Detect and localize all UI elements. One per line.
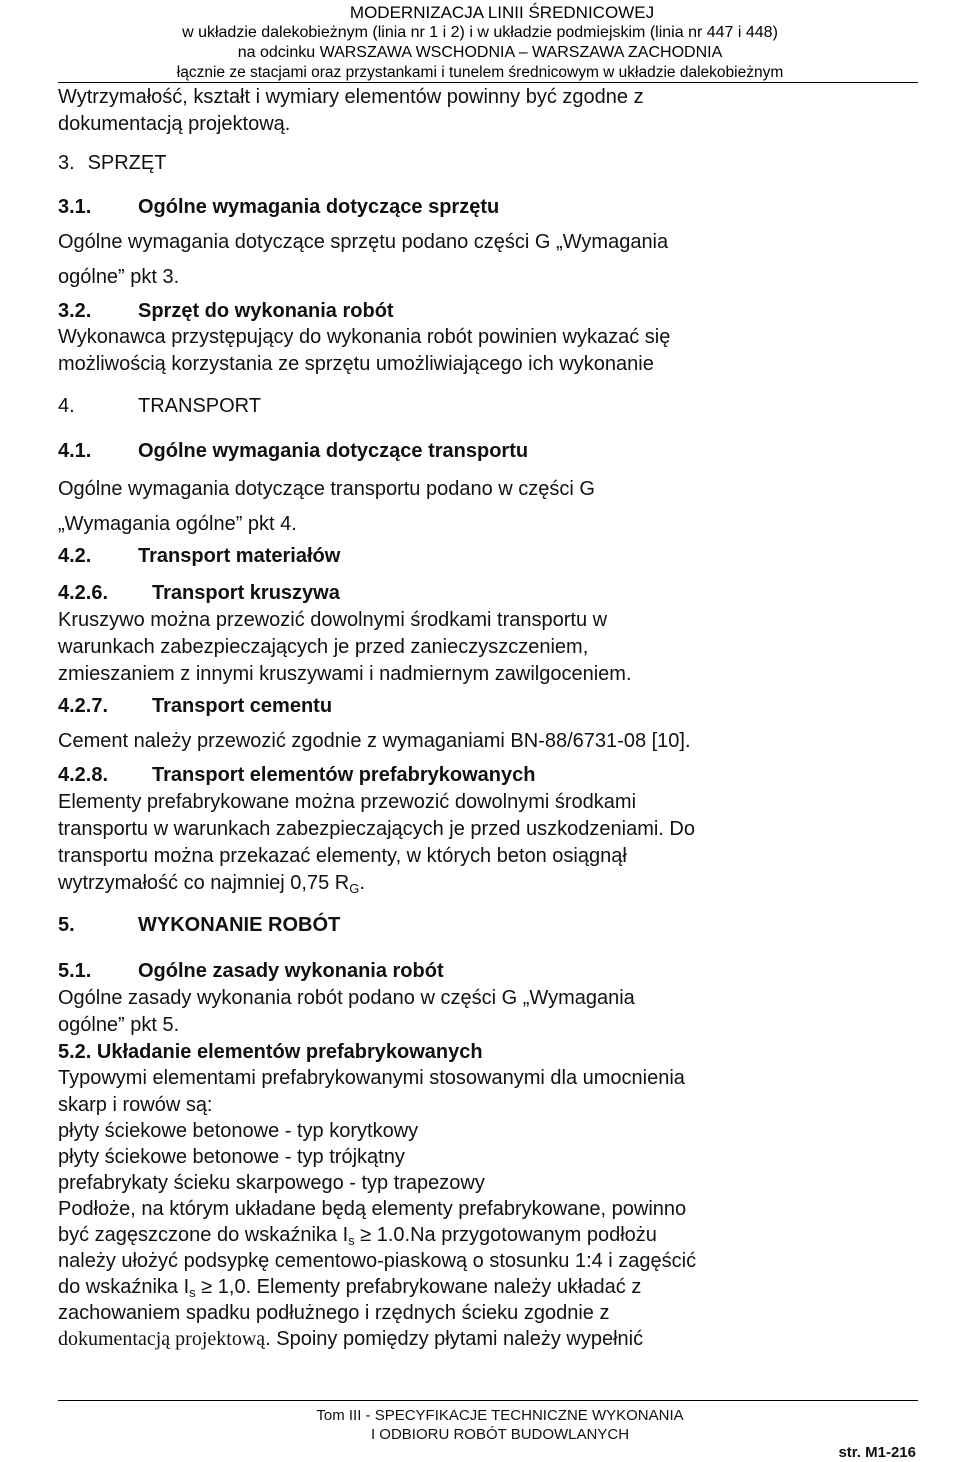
- header-scope-line: łącznie ze stacjami oraz przystankami i tunelem średnicowym w układzie dalekobieżnym: [176, 64, 784, 81]
- section-number: 3.: [58, 152, 75, 174]
- list-item: płyty ściekowe betonowe - typ trójkątny: [58, 1146, 405, 1168]
- section-number: 4.2.7.: [58, 695, 109, 717]
- header-section-line: na odcinku WARSZAWA WSCHODNIA – WARSZAWA ZACHODNIA: [237, 44, 723, 61]
- section-title: Ogólne wymagania dotyczące sprzętu: [138, 196, 500, 218]
- footer-volume-title: Tom III - SPECYFIKACJE TECHNICZNE WYKONANIA: [316, 1407, 684, 1424]
- paragraph-line: Ogólne zasady wykonania robót podano w części G „Wymagania: [58, 987, 635, 1009]
- paragraph-line: należy ułożyć podsypkę cementowo-piaskową o stosunku 1:4 i zagęścić: [58, 1250, 697, 1272]
- paragraph-line: [58, 1274, 641, 1300]
- paragraph-line: [58, 870, 365, 896]
- footer-divider: [58, 1400, 918, 1401]
- text-run: dokumentacją projektową: [58, 1328, 266, 1350]
- section-heading-5-2: [58, 1039, 483, 1065]
- footer-volume-subtitle: I ODBIORU ROBÓT BUDOWLANYCH: [370, 1426, 630, 1443]
- section-title: Transport kruszywa: [152, 582, 340, 604]
- section-heading-3-1: [58, 194, 499, 220]
- section-number: 4.2.: [58, 545, 92, 567]
- header-divider: [58, 82, 918, 83]
- paragraph-line: dokumentacją projektową.: [58, 113, 291, 135]
- section-heading-4-2-7: [58, 693, 332, 719]
- paragraph-line: Ogólne wymagania dotyczące sprzętu podano części G „Wymagania: [58, 231, 669, 253]
- section-heading-4: [58, 393, 261, 419]
- paragraph-line: zmieszaniem z innymi kruszywami i nadmiernym zawilgoceniem.: [58, 663, 632, 685]
- text-run: być zagęszczone do wskaźnika I: [58, 1224, 349, 1246]
- paragraph-line: warunkach zabezpieczających je przed zanieczyszczeniem,: [58, 636, 589, 658]
- section-title: Sprzęt do wykonania robót: [138, 300, 394, 322]
- section-heading-3: [58, 150, 166, 176]
- page-number: str. M1-216: [838, 1444, 916, 1461]
- paragraph-line: Kruszywo można przewozić dowolnymi środkami transportu w: [58, 609, 608, 631]
- list-item: prefabrykaty ścieku skarpowego - typ trapezowy: [58, 1172, 485, 1194]
- section-number: 5.: [58, 914, 75, 936]
- section-title: Ogólne zasady wykonania robót: [138, 960, 444, 982]
- subscript: s: [189, 1285, 196, 1300]
- section-number: 4.2.6.: [58, 582, 109, 604]
- paragraph-line: możliwością korzystania ze sprzętu umożliwiającego ich wykonanie: [58, 353, 654, 375]
- section-number: 4.1.: [58, 440, 92, 462]
- section-title: TRANSPORT: [138, 395, 261, 417]
- paragraph-line: Wykonawca przystępujący do wykonania robót powinien wykazać się: [58, 326, 671, 348]
- paragraph-line: [58, 1222, 657, 1248]
- section-number: 4.2.8.: [58, 764, 109, 786]
- section-title: Ogólne wymagania dotyczące transportu: [138, 440, 529, 462]
- text-run: . Spoiny pomiędzy płytami należy wypełnić: [265, 1328, 644, 1350]
- paragraph-line: transportu można przekazać elementy, w których beton osiągnął: [58, 845, 627, 867]
- text-run: wytrzymałość co najmniej 0,75 R: [58, 872, 350, 894]
- paragraph-line: Podłoże, na którym układane będą elementy prefabrykowane, powinno: [58, 1198, 687, 1220]
- paragraph-line: transportu w warunkach zabezpieczających je przed uszkodzeniami. Do: [58, 818, 695, 840]
- section-title: SPRZĘT: [87, 152, 167, 174]
- paragraph-line: Ogólne wymagania dotyczące transportu podano w części G: [58, 478, 595, 500]
- subscript: s: [348, 1233, 355, 1248]
- section-number: 3.1.: [58, 196, 92, 218]
- section-heading-3-2: [58, 298, 394, 324]
- section-number: 5.1.: [58, 960, 92, 982]
- section-title: Transport cementu: [152, 695, 333, 717]
- paragraph-line: „Wymagania ogólne” pkt 4.: [58, 513, 297, 535]
- paragraph-line: Cement należy przewozić zgodnie z wymaganiami BN-88/6731-08 [10].: [58, 730, 691, 752]
- section-title: Transport elementów prefabrykowanych: [152, 764, 536, 786]
- section-heading-4-2: [58, 543, 340, 569]
- section-heading-4-1: [58, 438, 528, 464]
- paragraph-line: [58, 1326, 643, 1352]
- paragraph-line: Wytrzymałość, kształt i wymiary elementów powinny być zgodne z: [58, 86, 644, 108]
- paragraph-line: Typowymi elementami prefabrykowanymi stosowanymi dla umocnienia: [58, 1067, 685, 1089]
- subscript: G: [349, 881, 360, 896]
- paragraph-line: ogólne” pkt 3.: [58, 266, 180, 288]
- list-item: płyty ściekowe betonowe - typ korytkowy: [58, 1120, 419, 1142]
- header-project-title: MODERNIZACJA LINII ŚREDNICOWEJ: [349, 3, 655, 22]
- section-title: Transport materiałów: [138, 545, 341, 567]
- section-number: 5.2.: [58, 1041, 92, 1063]
- paragraph-line: skarp i rowów są:: [58, 1094, 213, 1116]
- paragraph-line: zachowaniem spadku podłużnego i rzędnych ścieku zgodnie z: [58, 1302, 610, 1324]
- paragraph-line: Elementy prefabrykowane można przewozić dowolnymi środkami: [58, 791, 637, 813]
- section-title: Układanie elementów prefabrykowanych: [96, 1041, 483, 1063]
- section-number: 3.2.: [58, 300, 92, 322]
- text-run: ≥ 1.0.Na przygotowanym podłożu: [354, 1224, 657, 1246]
- section-title: WYKONANIE ROBÓT: [138, 914, 341, 936]
- header-subtitle-line: w układzie dalekobieżnym (linia nr 1 i 2) i w układzie podmiejskim (linia nr 447 i 448): [182, 24, 778, 41]
- text-run: .: [359, 872, 365, 894]
- section-heading-5: [58, 912, 340, 938]
- section-heading-4-2-8: [58, 762, 535, 788]
- section-heading-5-1: [58, 958, 444, 984]
- text-run: ≥ 1,0. Elementy prefabrykowane należy układać z: [195, 1276, 642, 1298]
- section-heading-4-2-6: [58, 580, 340, 606]
- text-run: do wskaźnika I: [58, 1276, 190, 1298]
- section-number: 4.: [58, 395, 75, 417]
- paragraph-line: ogólne” pkt 5.: [58, 1014, 180, 1036]
